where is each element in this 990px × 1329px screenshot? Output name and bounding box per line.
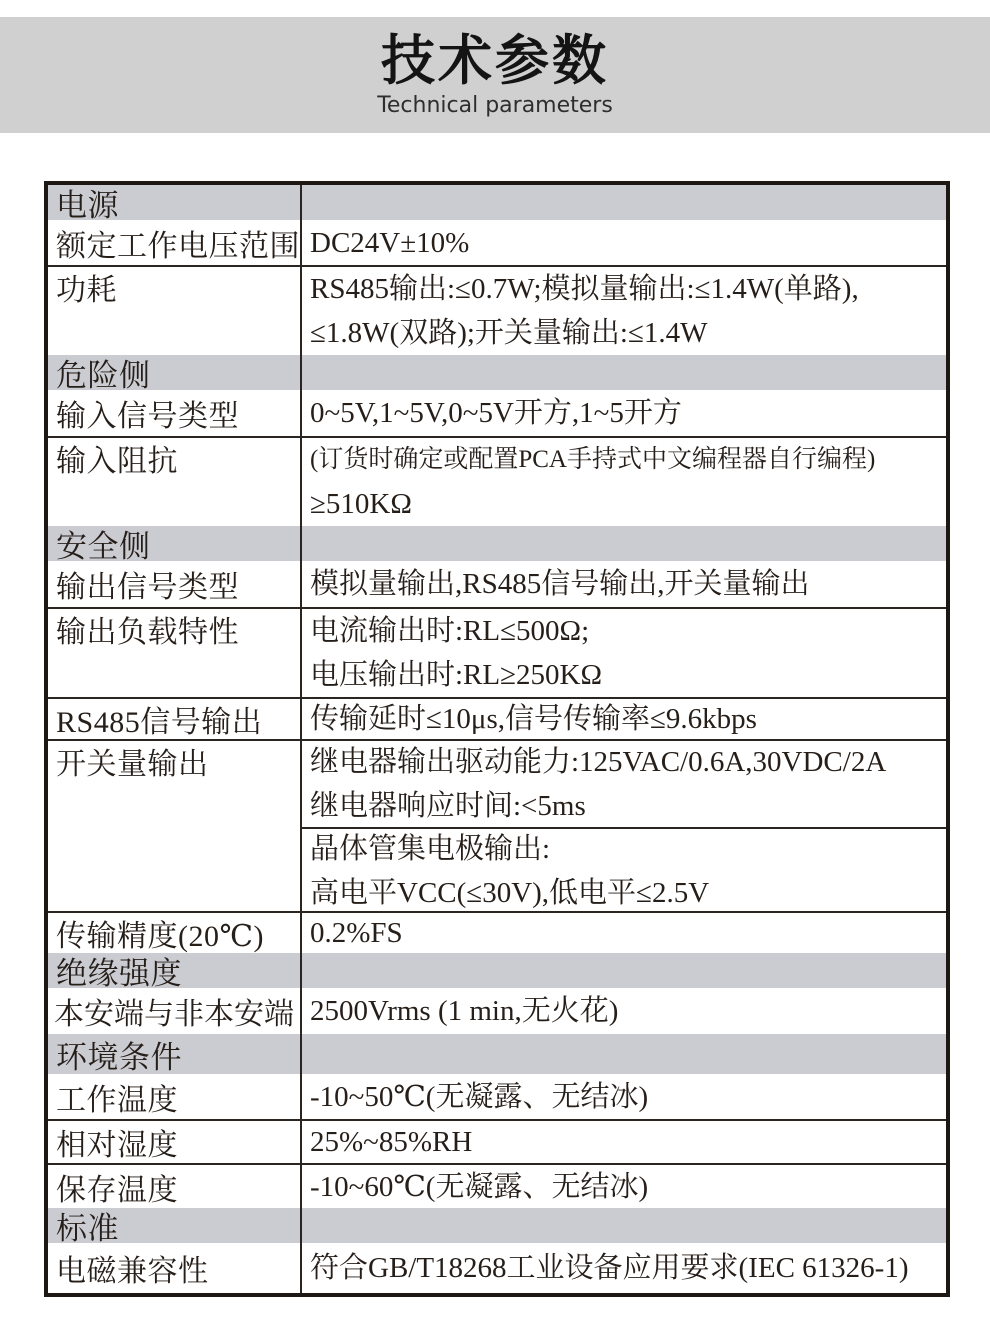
param-name: RS485信号输出 [48,699,302,739]
section-empty-cell [302,953,946,988]
param-value [302,699,946,739]
param-value [302,1165,946,1208]
value-line: (订货时确定或配置PCA手持式中文编程器自行编程) [310,446,876,473]
param-name: 工作温度 [48,1074,302,1119]
table-row [48,911,946,953]
value-line: 0~5V,1~5V,0~5V开方,1~5开方 [310,397,682,429]
param-value [302,390,946,436]
param-value [302,438,946,526]
section-empty-cell [302,526,946,561]
table-row [48,265,946,355]
param-name: 功耗 [48,267,302,355]
param-name: 电磁兼容性 [48,1243,302,1293]
spec-table [44,181,950,1297]
section-row-insulation [48,953,946,991]
value-line: RS485输出:≤0.7W;模拟量输出:≤1.4W(单路), [310,273,859,305]
section-row-hazard-side [48,355,946,393]
section-label: 安全侧 [48,526,302,561]
param-value [302,609,946,697]
table-row [48,220,946,265]
param-value [302,988,946,1034]
table-row [48,697,946,739]
table-row [48,607,946,697]
section-label: 危险侧 [48,355,302,390]
value-line: ≤1.8W(双路);开关量输出:≤1.4W [310,317,708,349]
section-empty-cell [302,185,946,220]
value-line: 高电平VCC(≤30V),低电平≤2.5V [310,877,710,909]
param-name: 本安端与非本安端 [48,988,302,1034]
param-name: 相对湿度 [48,1121,302,1163]
param-value [302,1243,946,1293]
value-line: 符合GB/T18268工业设备应用要求(IEC 61326-1) [310,1252,909,1284]
value-line: 2500Vrms (1 min,无火花) [310,995,619,1027]
param-name: 额定工作电压范围 [48,220,302,265]
value-line: 继电器响应时间:<5ms [310,790,586,822]
value-line: -10~50℃(无凝露、无结冰) [310,1080,649,1113]
section-row-safe-side [48,526,946,564]
param-name: 输出负载特性 [48,609,302,697]
section-empty-cell [302,1208,946,1243]
value-line: ≥510KΩ [310,488,412,520]
value-line: 电压输出时:RL≥250KΩ [310,659,603,691]
page-title: 技术参数 [381,29,609,92]
param-value [302,913,946,953]
table-row [48,561,946,607]
param-value [302,267,946,355]
section-label: 绝缘强度 [48,953,302,988]
param-value [302,220,946,265]
section-label: 标准 [48,1208,302,1243]
title-band [0,17,990,133]
section-label: 环境条件 [48,1034,302,1074]
table-row [48,390,946,436]
param-value [302,1121,946,1163]
section-row-standard [48,1208,946,1246]
value-line: 继电器输出驱动能力:125VAC/0.6A,30VDC/2A [310,746,887,778]
relay-output-cell [302,741,946,827]
value-line: DC24V±10% [310,226,470,259]
param-name: 保存温度 [48,1165,302,1208]
section-empty-cell [302,355,946,390]
value-line: 传输延时≤10μs,信号传输率≤9.6kbps [310,703,757,735]
transistor-output-cell [302,827,946,913]
value-line: 25%~85%RH [310,1126,473,1158]
param-name: 输入信号类型 [48,390,302,436]
param-value [302,561,946,607]
value-line: 电流输出时:RL≤500Ω; [310,615,590,647]
value-line: 模拟量输出,RS485信号输出,开关量输出 [310,568,810,600]
param-name: 输出信号类型 [48,561,302,607]
param-name: 输入阻抗 [48,438,302,526]
table-row [48,436,946,526]
table-row [48,988,946,1034]
table-row [48,739,946,911]
table-row [48,1119,946,1163]
value-line: -10~60℃(无凝露、无结冰) [310,1170,649,1203]
section-empty-cell [302,1034,946,1074]
table-row [48,1074,946,1119]
section-row-environment [48,1034,946,1074]
value-line: 0.2%FS [310,917,403,949]
table-row [48,1243,946,1293]
value-line: 晶体管集电极输出: [310,833,551,865]
param-value [302,741,946,911]
param-name: 开关量输出 [48,741,302,911]
param-name: 传输精度(20℃) [48,913,302,953]
table-row [48,1163,946,1208]
page-subtitle: Technical parameters [377,93,613,118]
section-row-power [48,185,946,223]
param-value [302,1074,946,1119]
section-label: 电源 [48,185,302,220]
